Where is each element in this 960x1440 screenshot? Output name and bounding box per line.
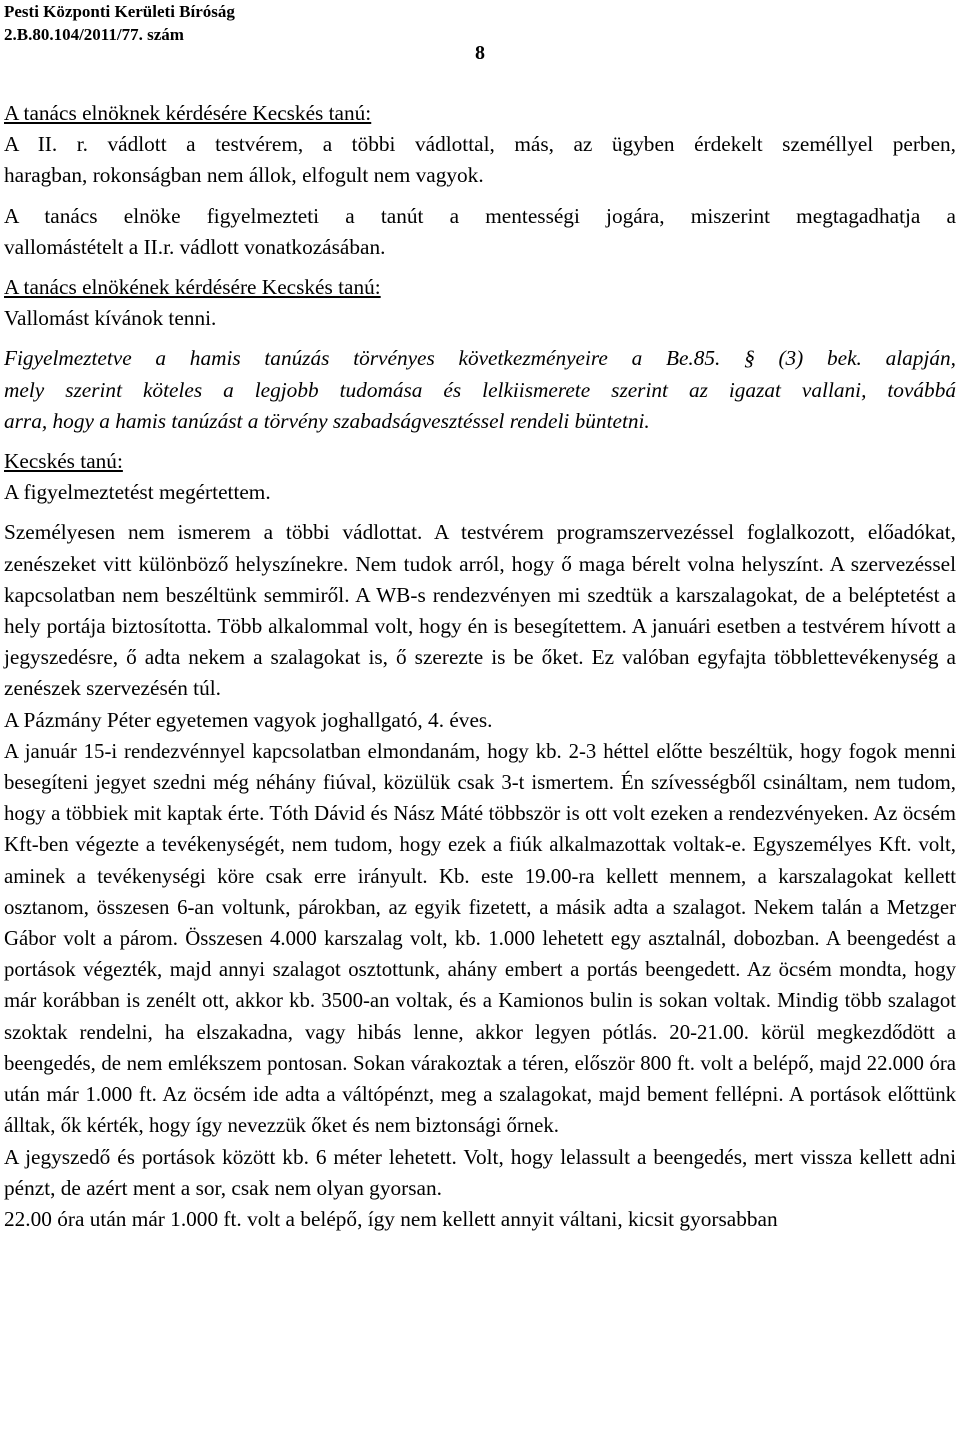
question-heading-3: Kecskés tanú: xyxy=(4,449,123,474)
chair-warning-line-1: A tanács elnöke figyelmezteti a tanút a mentességi jogára, miszerint megtagadhatja a xyxy=(4,203,956,228)
testimony-paragraph-5: 22.00 óra után már 1.000 ft. volt a belépő, így nem kellett annyit váltani, kicsit gyorsabban xyxy=(4,1206,778,1231)
question-heading-2: A tanács elnökének kérdésére Kecskés tanú: xyxy=(4,275,381,300)
oath-warning-line-1: Figyelmeztetve a hamis tanúzás törvényes következményeire a Be.85. § (3) bek. alapján, xyxy=(4,346,956,371)
court-name: Pesti Központi Kerületi Bíróság xyxy=(4,2,235,21)
testimony-paragraph-3: A január 15-i rendezvénnyel kapcsolatban elmondanám, hogy kb. 2-3 héttel előtte beszéltük, hogy fogok menni besegíteni jegyet szedni még néhány fiúval, közülük csak 3-t ismertem. Én szívességből csináltam, nem tudom, hogy a többiek mit kaptak érte. Tóth Dávid és Nász Máté többször is ott volt ezeken a rendezvényeken. Az öcsém Kft-ben végezte a tevékenységét, nem tudom, hogy ezek a fiúk alkalmazottak voltak-e. Egyszemélyes Kft. volt, aminek a tevékenységi köre csak erre irányult. Kb. este 19.00-ra kellett mennem, a karszalagokat kellett osztanom, összesen 6-an voltunk, párokban, az egyik fizetett, a másik adta a szalagot. Nekem talán a Metzger Gábor volt a párom. Összesen 4.000 karszalag volt, kb. 1.000 lehetett egy asztalnál, dobozban. A beengedést a portások végezték, majd annyi szalagot osztottunk, ahány embert a portás beengedett. Az öcsém mondta, hogy már korábban is zenélt ott, akkor kb. 3500-an voltak, és a Kamionos bulin is sokan voltak. Mindig több szalagot szoktak rendelni, ha elszakadna, vagy hibás lenne, akkor legyen pótlás. 20-21.00. körül megkezdődött a beengedés, de nem emlékszem pontosan. Sokan várakoztak a téren, először 800 ft. volt a belépő, majd 22.000 óra után már 1.000 ft. Az öcsém ide adta a váltópénzt, meg a szalagokat, majd bement fellépni. A portások előttünk álltak, ők kérték, hogy így nevezzük őket és nem biztonsági őrnek. xyxy=(4,739,956,1138)
witness-answer-2: Vallomást kívánok tenni. xyxy=(4,306,217,331)
chair-warning-line-2: vallomástételt a II.r. vádlott vonatkozásában. xyxy=(4,234,386,259)
testimony-paragraph-2: A Pázmány Péter egyetemen vagyok joghallgató, 4. éves. xyxy=(4,707,493,732)
testimony-paragraph-4: A jegyszedő és portások között kb. 6 méter lehetett. Volt, hogy lelassult a beengedés, mert vissza kellett adni pénzt, de azért ment a sor, csak nem olyan gyorsan. xyxy=(4,1144,956,1200)
oath-warning-line-2: mely szerint köteles a legjobb tudomása és lelkiismerete szerint az igazat vallani, továbbá xyxy=(4,377,956,402)
witness-statement-line-2: haragban, rokonságban nem állok, elfogult nem vagyok. xyxy=(4,163,484,188)
witness-answer-3: A figyelmeztetést megértettem. xyxy=(4,480,271,505)
page-number: 8 xyxy=(475,42,485,64)
document-body xyxy=(4,98,956,1235)
question-heading-1: A tanács elnöknek kérdésére Kecskés tanú: xyxy=(4,101,372,125)
testimony-paragraph-1: Személyesen nem ismerem a többi vádlottat. A testvérem programszervezéssel foglalkozott, előadókat, zenészeket vitt különböző helyszínekre. Nem tudok arról, hogy ő maga bérelt volna helyszínt. A szervezéssel kapcsolatban nem beszéltünk semmiről. A WB-s rendezvényen mi szedtük a karszalagokat, de a beléptetést a hely portája biztosította. Több alkalommal volt, hogy én is besegítettem. A januári esetben a testvérem hívott a jegyszedésre, ő adta nekem a szalagokat is, ő szerezte is be őket. Ez valóban egyfajta többlettevékenység a zenészek szervezésén túl. xyxy=(4,520,956,701)
case-number: 2.B.80.104/2011/77. szám xyxy=(4,25,184,44)
oath-warning-line-3: arra, hogy a hamis tanúzást a törvény szabadságvesztéssel rendeli büntetni. xyxy=(4,408,650,433)
witness-statement-line-1: A II. r. vádlott a testvérem, a többi vádlottal, más, az ügyben érdekelt személlyel perben, xyxy=(4,132,956,157)
